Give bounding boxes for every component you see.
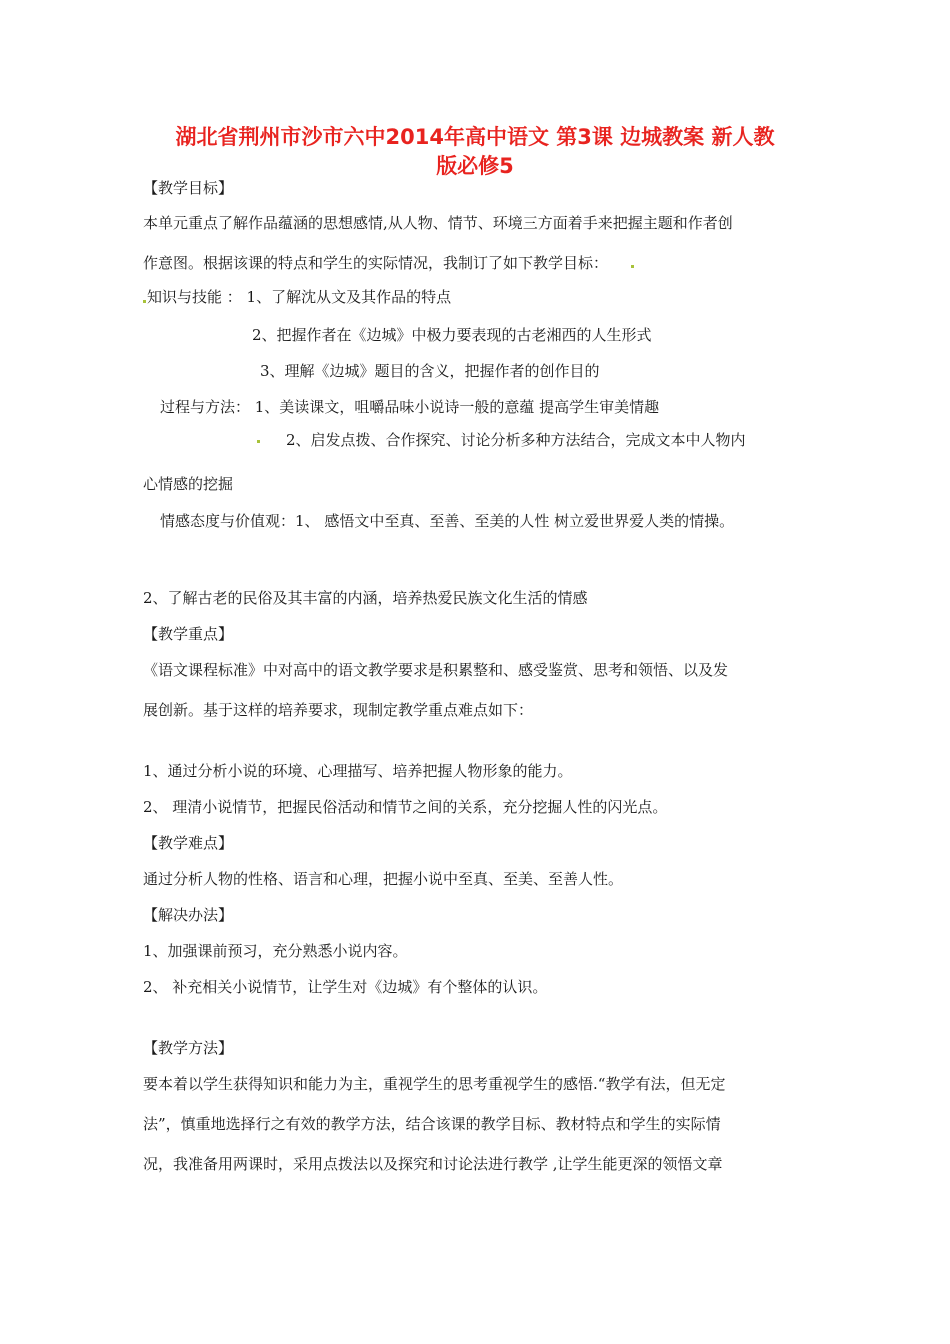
green-mark [631,265,634,268]
heading-teaching-goals: 【教学目标】 [143,179,234,197]
goal-process-2: 2、启发点拨、合作探究、讨论分析多种方法结合，完成文本中人物内 [286,431,746,449]
document-title-line-2: 版必修5 [436,154,514,178]
paragraph-line: 要本着以学生获得知识和能力为主，重视学生的思考重视学生的感悟.“教学有法，但无定 [143,1075,726,1093]
green-mark [143,300,146,303]
goal-knowledge-3: 3、理解《边城》题目的含义，把握作者的创作目的 [260,362,600,380]
goal-emotion-2: 2、了解古老的民俗及其丰富的内涵，培养热爱民族文化生活的情感 [143,589,588,607]
heading-teaching-method: 【教学方法】 [143,1039,234,1057]
goal-knowledge-2: 2、把握作者在《边城》中极力要表现的古老湘西的人生形式 [252,326,652,344]
paragraph-line: 《语文课程标准》中对高中的语文教学要求是积累整和、感受鉴赏、思考和领悟、以及发 [143,661,729,679]
paragraph-line: 心情感的挖掘 [143,475,234,493]
document-title-line-1: 湖北省荆州市沙市六中2014年高中语文 第3课 边城教案 新人教 [175,125,775,149]
paragraph-line: 况，我准备用两课时，采用点拨法以及探究和讨论法进行教学 ,让学生能更深的领悟文章 [143,1155,723,1173]
heading-teaching-difficulty: 【教学难点】 [143,834,234,852]
green-mark [257,440,260,443]
paragraph-line: 通过分析人物的性格、语言和心理，把握小说中至真、至美、至善人性。 [143,870,624,888]
focus-item-2: 2、 理清小说情节，把握民俗活动和情节之间的关系，充分挖掘人性的闪光点。 [143,798,668,816]
solution-item-2: 2、 补充相关小说情节，让学生对《边城》有个整体的认识。 [143,978,548,996]
goal-knowledge-1: 知识与技能 ： 1、了解沈从文及其作品的特点 [147,288,452,306]
heading-solution: 【解决办法】 [143,906,234,924]
solution-item-1: 1、加强课前预习，充分熟悉小说内容。 [143,942,408,960]
goal-emotion-1: 情感态度与价值观：1、 感悟文中至真、至善、至美的人性 树立爱世界爱人类的情操。 [160,512,735,530]
paragraph-line: 法”，慎重地选择行之有效的教学方法，结合该课的教学目标、教材特点和学生的实际情 [143,1115,721,1133]
paragraph-line: 本单元重点了解作品蕴涵的思想感情,从人物、情节、环境三方面着手来把握主题和作者创 [143,214,733,232]
goal-process-1: 过程与方法： 1、美读课文，咀嚼品味小说诗一般的意蕴 提高学生审美情趣 [160,398,660,416]
paragraph-line: 作意图。根据该课的特点和学生的实际情况，我制订了如下教学目标： [143,254,609,272]
heading-teaching-focus: 【教学重点】 [143,625,234,643]
focus-item-1: 1、通过分析小说的环境、心理描写、培养把握人物形象的能力。 [143,762,573,780]
paragraph-line: 展创新。基于这样的培养要求，现制定教学重点难点如下： [143,701,534,719]
